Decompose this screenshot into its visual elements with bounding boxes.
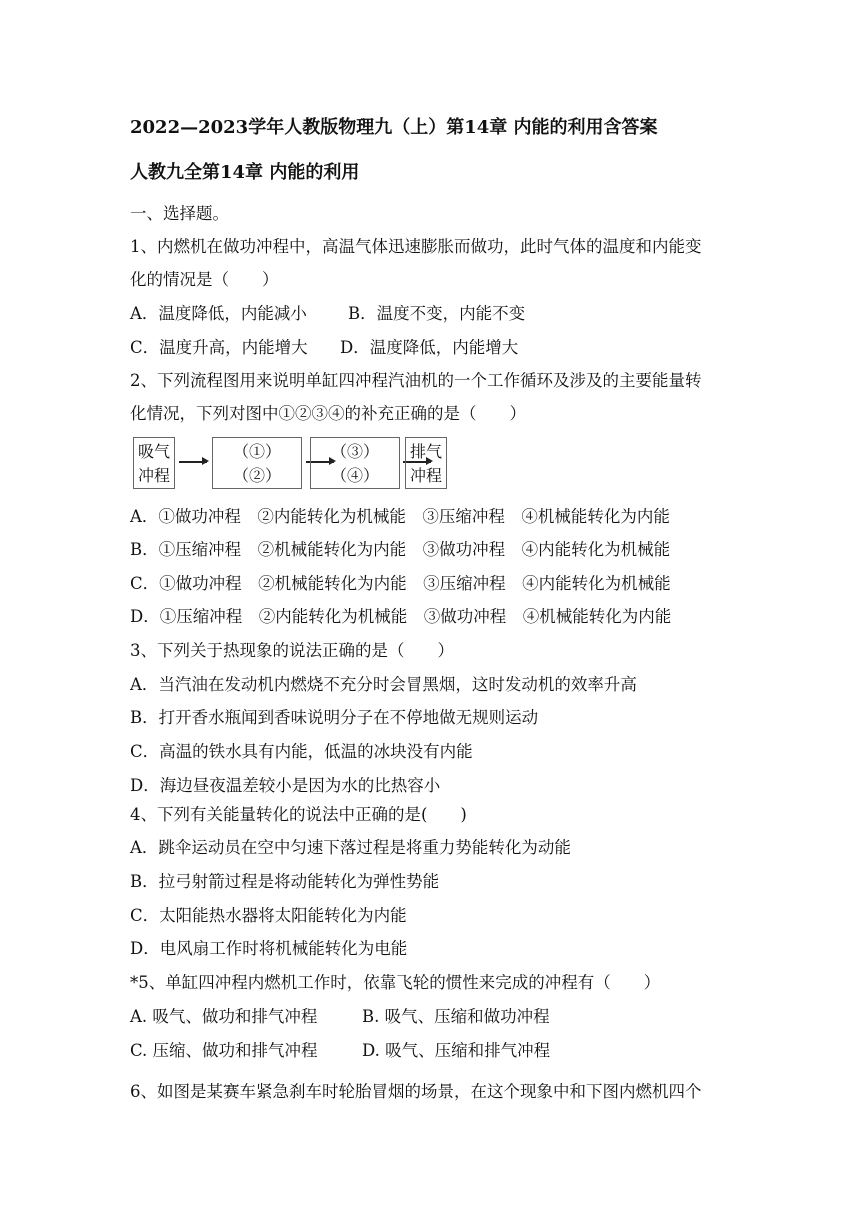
q2-option-b: B．①压缩冲程 ②机械能转化为内能 ③做功冲程 ④内能转化为机械能 bbox=[130, 540, 671, 559]
flow-box-stroke-3: （③） （④） bbox=[310, 437, 400, 489]
q1-options-row1 bbox=[130, 303, 525, 325]
q4-stem: 4、下列有关能量转化的说法中正确的是( ) bbox=[130, 805, 467, 824]
flow-box-exhaust: 排气 冲程 bbox=[405, 437, 447, 489]
q4-option-a: A．跳伞运动员在空中匀速下落过程是将重力势能转化为动能 bbox=[130, 838, 571, 857]
q5-options-row1 bbox=[130, 1006, 550, 1028]
q3-option-d: D．海边昼夜温差较小是因为水的比热容小 bbox=[130, 776, 441, 795]
q2-option-a: A．①做功冲程 ②内能转化为机械能 ③压缩冲程 ④机械能转化为内能 bbox=[130, 507, 670, 526]
q5-option-b: B. 吸气、压缩和做功冲程 bbox=[362, 1007, 550, 1026]
q2-option-d: D．①压缩冲程 ②内能转化为机械能 ③做功冲程 ④机械能转化为内能 bbox=[130, 607, 672, 626]
q5-option-c: C. 压缩、做功和排气冲程 bbox=[130, 1041, 318, 1060]
q1-stem-line1: 1、内燃机在做功冲程中，高温气体迅速膨胀而做功，此时气体的温度和内能变 bbox=[130, 237, 702, 256]
q5-options-row2 bbox=[130, 1040, 550, 1062]
q4-option-d: D．电风扇工作时将机械能转化为电能 bbox=[130, 939, 408, 958]
section-heading: 一、选择题。 bbox=[130, 204, 229, 223]
q4-option-b: B．拉弓射箭过程是将动能转化为弹性势能 bbox=[130, 872, 440, 891]
q5-stem: *5、单缸四冲程内燃机工作时，依靠飞轮的惯性来完成的冲程有（ ） bbox=[130, 973, 661, 992]
q2-option-c: C．①做功冲程 ②机械能转化为内能 ③压缩冲程 ④内能转化为机械能 bbox=[130, 574, 671, 593]
q1-option-c: C．温度升高，内能增大 bbox=[130, 338, 308, 357]
q1-option-d: D．温度降低，内能增大 bbox=[340, 338, 519, 357]
q3-option-a: A．当汽油在发动机内燃烧不充分时会冒黑烟，这时发动机的效率升高 bbox=[130, 675, 637, 694]
q5-option-d: D. 吸气、压缩和排气冲程 bbox=[362, 1041, 551, 1060]
q3-option-c: C．高温的铁水具有内能，低温的冰块没有内能 bbox=[130, 742, 473, 761]
q3-option-b: B．打开香水瓶闻到香味说明分子在不停地做无规则运动 bbox=[130, 708, 539, 727]
q4-option-c: C．太阳能热水器将太阳能转化为内能 bbox=[130, 906, 407, 925]
flow-box-intake: 吸气 冲程 bbox=[133, 437, 175, 489]
q1-options-row2 bbox=[130, 337, 518, 359]
q2-stem-line1: 2、下列流程图用来说明单缸四冲程汽油机的一个工作循环及涉及的主要能量转 bbox=[130, 371, 702, 390]
document-subtitle: 人教九全第14章 内能的利用 bbox=[130, 162, 360, 183]
document-title: 2022—2023学年人教版物理九（上）第14章 内能的利用含答案 bbox=[130, 117, 658, 138]
q1-option-a: A．温度降低，内能减小 bbox=[130, 304, 307, 323]
q2-stem-line2: 化情况，下列对图中①②③④的补充正确的是（ ） bbox=[130, 404, 526, 423]
q1-stem-line2: 化的情况是（ ） bbox=[130, 270, 279, 289]
q2-flowchart bbox=[133, 437, 453, 493]
flow-arrow-1 bbox=[179, 461, 207, 463]
q5-option-a: A. 吸气、做功和排气冲程 bbox=[130, 1007, 318, 1026]
flow-box-stroke-2: （①） （②） bbox=[212, 437, 302, 489]
q1-option-b: B．温度不变，内能不变 bbox=[348, 304, 526, 323]
q3-stem: 3、下列关于热现象的说法正确的是（ ） bbox=[130, 641, 454, 660]
q6-stem-line1: 6、如图是某赛车紧急刹车时轮胎冒烟的场景，在这个现象中和下图内燃机四个 bbox=[130, 1082, 702, 1101]
